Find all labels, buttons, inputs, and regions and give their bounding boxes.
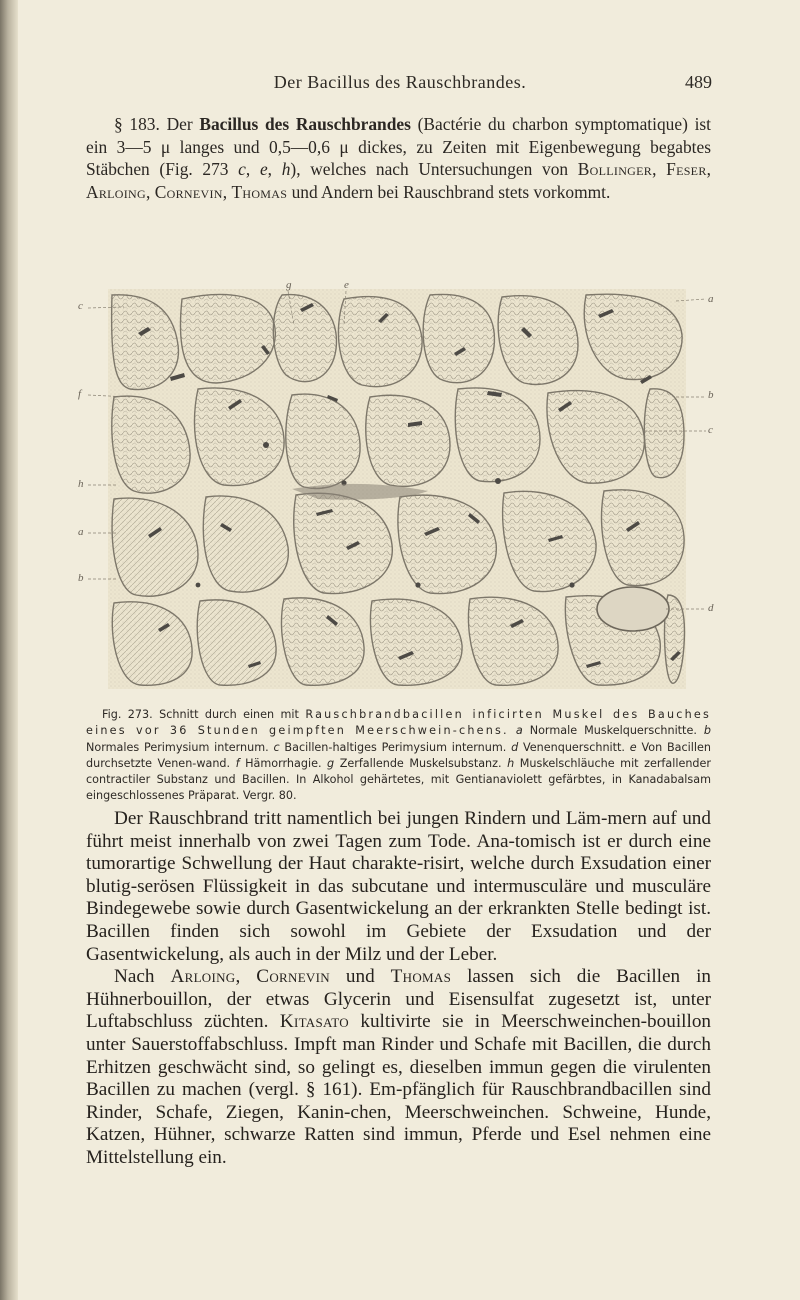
vein-cross-section — [597, 587, 669, 631]
running-head: Der Bacillus des Rauschbrandes. — [273, 72, 527, 92]
author-sep: , — [706, 159, 711, 179]
p2-und: und — [345, 966, 375, 988]
caption-text-e: Von Bacillen durchsetzte Venen-wand. — [86, 740, 711, 770]
caption-key-g: g — [327, 756, 335, 770]
body-paragraph-1: Der Rauschbrand tritt namentlich bei jungen Rindern und Läm-mern auf und führt meist innerhalb von zwei Tagen zum Tode. Ana-tomisch ist er durch eine tumorartige Schwellung der Haut charakte-risirt, welche durch Exsudation einer blutig-serösen Flüssigkeit in das subcutane und intermusculäre und musculäre Bindegewebe sowie durch Gasentwickelung an der erkrankten Stelle bedingt ist. Bacillen finden sich sowohl im Gebiete der Exsudation und der Gasentwickelung, als auch in der Milz und der Leber. — [86, 808, 711, 965]
figure-label-h: h — [78, 478, 84, 490]
caption-key-h: h — [507, 756, 515, 770]
caption-text-a: Normale Muskelquerschnitte. — [529, 724, 697, 738]
caption-key-b: b — [703, 724, 712, 738]
caption-text-b: Normales Perimysium internum. — [86, 740, 269, 754]
muscle-section-illustration — [78, 285, 718, 703]
ref-c: c — [238, 159, 246, 179]
figure-label-e: e — [344, 279, 349, 291]
figure-label-a-right: a — [708, 293, 714, 305]
caption-part-1: Schnitt durch einen mit — [159, 708, 299, 721]
author-thomas: Thomas — [231, 181, 288, 202]
intro-text-3: und Andern bei Rauschbrand stets vorkommt. — [291, 181, 611, 202]
ref-comma: , — [267, 159, 273, 179]
p2-pre: Nach — [114, 966, 155, 988]
figure-label-b-right: b — [708, 389, 714, 401]
figure-label-c-right: c — [708, 424, 713, 436]
caption-key-c: c — [273, 740, 280, 754]
author-sep: , — [146, 181, 151, 202]
caption-spaced-title: Rauschbrandbacillen inficirten Muskel des Bauches eines vor 36 Stunden geimpften Meerschwein-chens. — [86, 708, 712, 738]
intro-text-2: ), welches nach Untersuchungen von — [290, 159, 569, 179]
author-sep: , — [652, 159, 657, 179]
ref-comma: , — [245, 159, 251, 179]
author-sep: , — [235, 966, 241, 988]
figure-label-b-left: b — [78, 572, 84, 584]
author-thomas-2: Thomas — [390, 966, 452, 988]
figure-caption — [86, 707, 711, 805]
figure-label-c-left: c — [78, 300, 83, 312]
figure-label-a-left: a — [78, 526, 84, 538]
body-text — [86, 808, 711, 1170]
author-feser: Feser — [666, 159, 707, 179]
caption-text-c: Bacillen-haltiges Perimysium internum. — [284, 740, 507, 754]
author-arloing-2: Arloing — [170, 966, 236, 988]
caption-text-h: Muskelschläuche mit zerfallender contractiler Substanz und Bacillen. In Alkohol gehärtetes, mit Gentianaviolett gefärbtes, in Kanadabalsam eingeschlossenes Präparat. Vergr. 80. — [86, 756, 712, 803]
figure-label-g: g — [286, 279, 292, 291]
figure-label-d: d — [708, 602, 714, 614]
intro-lead: Der — [166, 114, 193, 134]
caption-text-f: Hämorrhagie. — [245, 756, 322, 770]
author-bollinger: Bollinger — [577, 159, 653, 179]
author-kitasato: Kitasato — [279, 1011, 349, 1033]
body-paragraph-2 — [86, 966, 711, 1169]
page-number: 489 — [685, 72, 712, 92]
figure-label-f: f — [78, 388, 82, 400]
intro-paragraph — [86, 113, 711, 203]
section-number: § 183. — [114, 114, 160, 134]
intro-text-1: (Bactérie du charbon symptomatique) ist ein 3—5 μ langes und 0,5—0,6 μ dickes, zu Zeiten mit Eigenbewegung begabtes Stäbchen (Fig. 273 — [86, 114, 712, 179]
author-cornevin: Cornevin — [154, 181, 223, 202]
caption-text-g: Zerfallende Muskelsubstanz. — [339, 756, 502, 770]
caption-key-d: d — [511, 740, 519, 754]
figure-273 — [78, 279, 718, 703]
p2-mid: lassen sich die Bacillen in Hühnerbouillon, der etwas Glycerin und Eisensulfat zugesetzt ist, unter Luftabschluss züchten. — [86, 966, 711, 1033]
author-sep: , — [222, 181, 228, 202]
ref-e: e — [259, 159, 268, 179]
caption-fig-number: Fig. 273. — [102, 708, 153, 721]
caption-key-e: e — [629, 740, 637, 754]
p2-end: kultivirte sie in Meerschweinchen-bouillon unter Sauerstoffabschluss. Impft man Rinder und Schafe mit Bacillen, die durch Erhitzen geschwächt sind, so gelingt es, dieselben immun gegen die virulenten Bacillen zu machen (vergl. § 161). Em-pfänglich für Rauschbrandbacillen sind Rinder, Schafe, Ziegen, Kanin-chen, Meerschweinchen. Schweine, Hunde, Katzen, Hühner, schwarze Ratten sind immun, Pferde und Esel nehmen eine Mittelstellung ein. — [86, 1011, 712, 1168]
caption-key-f: f — [235, 756, 240, 770]
caption-key-a: a — [515, 724, 523, 738]
author-cornevin-2: Cornevin — [256, 966, 330, 988]
author-arloing: Arloing — [86, 181, 146, 202]
caption-text-d: Venenquerschnitt. — [522, 740, 625, 754]
section-title: Bacillus des Rauschbrandes — [199, 114, 411, 134]
ref-h: h — [281, 159, 291, 179]
